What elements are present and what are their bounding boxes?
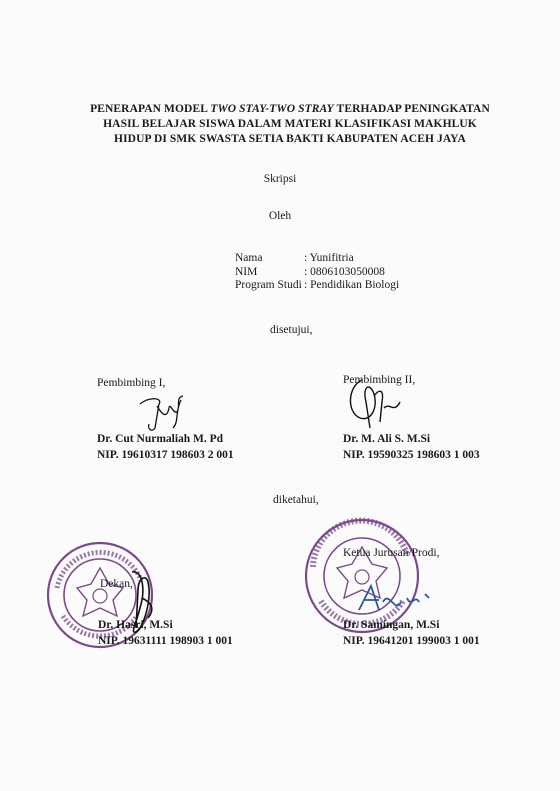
- approved-label: disetujui,: [270, 324, 313, 336]
- ketua-signature: [355, 580, 435, 620]
- pembimbing1-name: Dr. Cut Nurmaliah M. Pd: [97, 433, 224, 445]
- pembimbing1-nip: NIP. 19610317 198603 2 001: [97, 449, 234, 461]
- dekan-role: Dekan,: [100, 578, 133, 590]
- dekan-name: Dr. Hasri, M.Si: [98, 619, 173, 631]
- thesis-title: [60, 102, 520, 147]
- pembimbing1-signature: [135, 392, 205, 432]
- ketua-role: Ketua Jurusan/Prodi,: [343, 547, 440, 559]
- title-line1-italic: TWO STAY-TWO STRAY: [210, 103, 334, 115]
- ketua-nip: NIP. 19641201 199003 1 001: [343, 635, 480, 647]
- document-type: Skripsi: [263, 173, 297, 185]
- pembimbing2-nip: NIP. 19590325 198603 1 003: [343, 449, 480, 461]
- pembimbing1-role: Pembimbing I,: [97, 377, 166, 389]
- info-row-name: Nama : Yunifitria: [235, 252, 354, 264]
- info-row-nim: NIM : 0806103050008: [235, 265, 385, 278]
- title-line1-b: TERHADAP PENINGKATAN: [333, 103, 490, 115]
- pembimbing2-signature: [340, 372, 410, 432]
- ketua-name: Dr. Samingan, M.Si: [343, 619, 440, 631]
- title-line2: HASIL BELAJAR SISWA DALAM MATERI KLASIFIKASI MAKHLUK: [103, 118, 477, 130]
- known-label: diketahui,: [273, 494, 319, 506]
- pembimbing1-block: [97, 431, 234, 463]
- ketua-block: [343, 617, 480, 649]
- by-label: Oleh: [268, 210, 292, 222]
- title-line1-a: PENERAPAN MODEL: [90, 103, 211, 115]
- student-info: [235, 252, 399, 293]
- dekan-block: [98, 617, 233, 649]
- title-line3: HIDUP DI SMK SWASTA SETIA BAKTI KABUPATEN ACEH JAYA: [114, 133, 466, 145]
- pembimbing2-role: Pembimbing II,: [343, 374, 416, 386]
- pembimbing2-name: Dr. M. Ali S. M.Si: [343, 433, 431, 445]
- info-row-program: Program Studi : Pendidikan Biologi: [235, 279, 400, 291]
- pembimbing2-block: [343, 431, 480, 463]
- dekan-nip: NIP. 19631111 198903 1 001: [98, 635, 233, 647]
